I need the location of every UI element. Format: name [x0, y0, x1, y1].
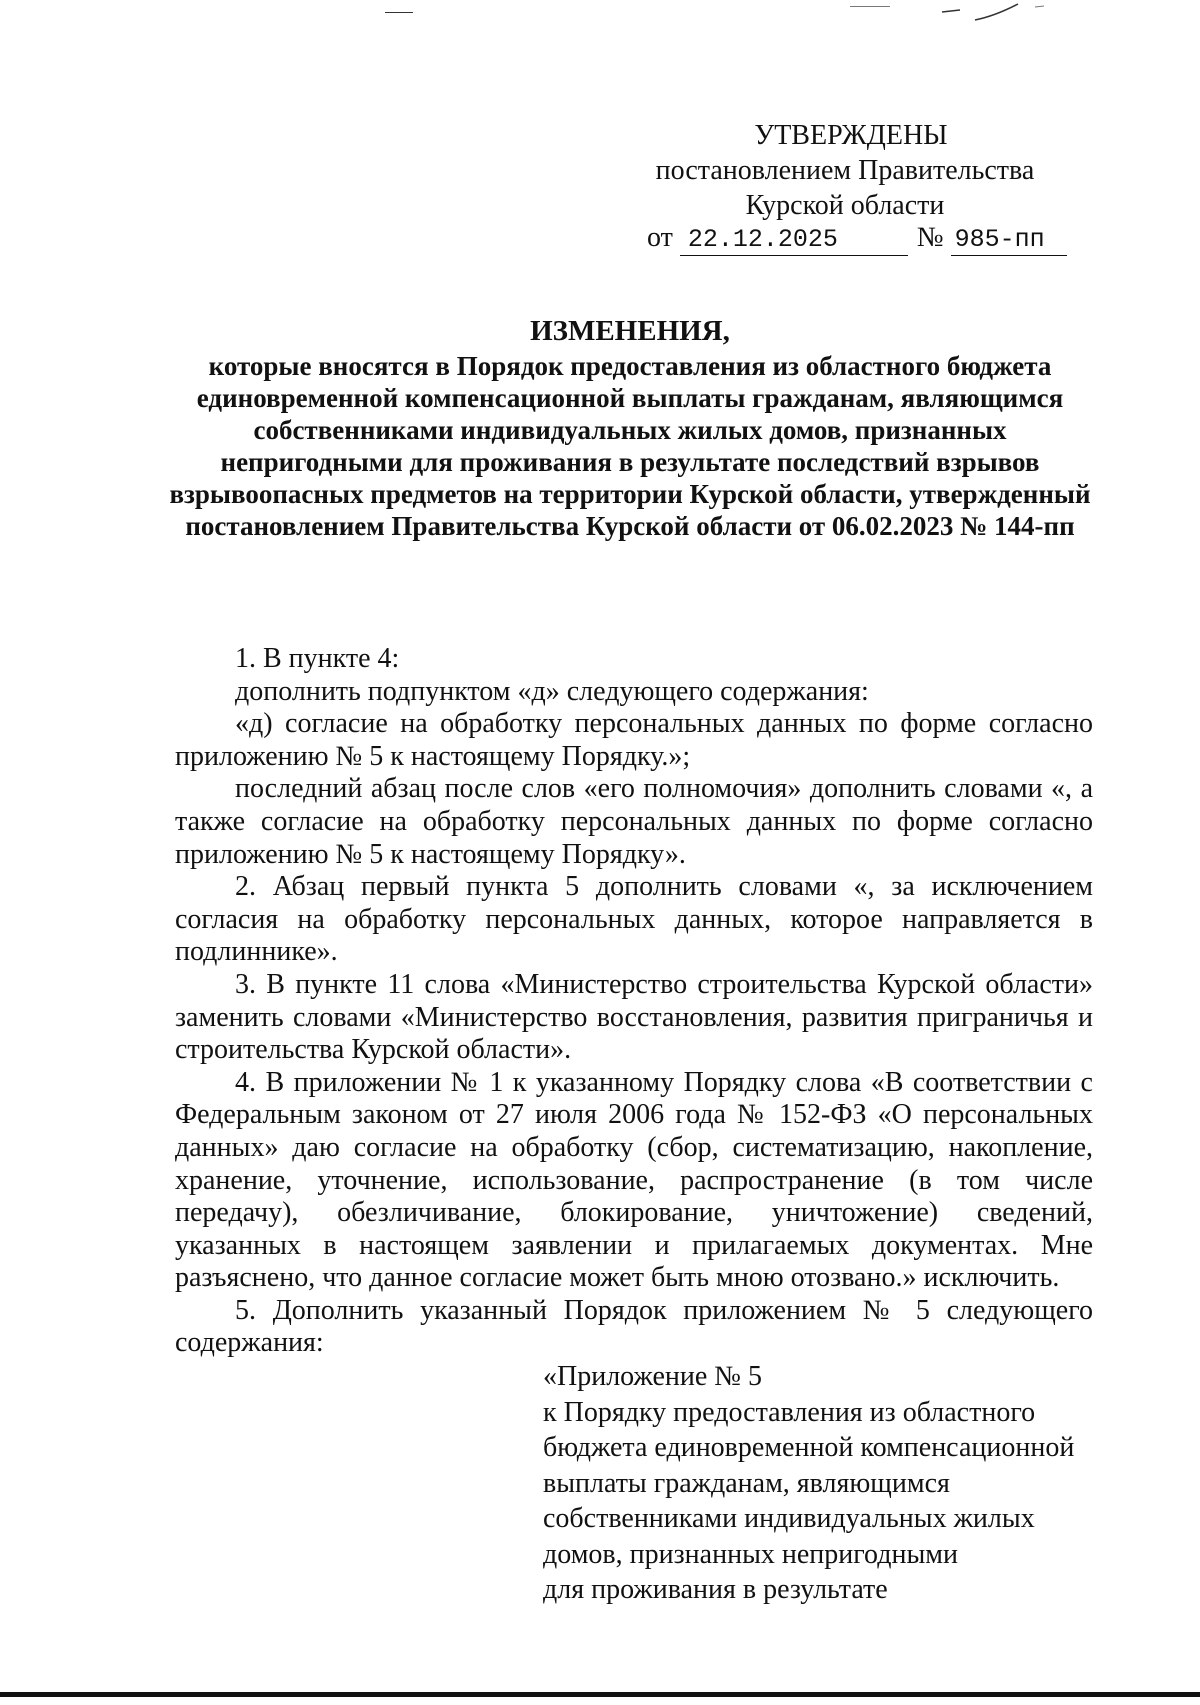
paragraph-5: 2. Абзац первый пункта 5 дополнить словами «, за исключением согласия на обработку персональных данных, которое направляется в подлиннике».	[175, 871, 1093, 968]
approval-block	[610, 118, 1080, 223]
document-heading	[160, 315, 1100, 542]
approval-line-1: постановлением Правительства	[655, 155, 1035, 186]
appendix-line: к Порядку предоставления из областного	[543, 1396, 1036, 1428]
appendix-line: выплаты гражданам, являющимся	[543, 1467, 950, 1499]
document-title: ИЗМЕНЕНИЯ,	[530, 315, 730, 347]
paragraph-8: 5. Дополнить указанный Порядок приложением № 5 следующего содержания:	[175, 1294, 1093, 1359]
appendix-header	[543, 1359, 1083, 1608]
appendix-title: «Приложение № 5	[543, 1361, 762, 1392]
appendix-line: бюджета единовременной компенсационной	[543, 1432, 1075, 1463]
paragraph-1: 1. В пункте 4:	[235, 643, 400, 674]
approval-date-line	[647, 220, 1067, 256]
approval-number: 985-пп	[951, 225, 1067, 256]
date-prefix: от	[647, 222, 673, 253]
appendix-line: домов, признанных непригодными	[543, 1538, 958, 1570]
document-subtitle: которые вносятся в Порядок предоставления из областного бюджета единовременной компенсационной выплаты гражданам, являющимся собственниками индивидуальных жилых домов, признанных непригодными для проживания в результате последствий взрывов взрывоопасных предметов на территории Курской области, утвержденный постановлением Правительства Курской области от 06.02.2023 № 144-пп	[169, 351, 1091, 541]
approval-date: 22.12.2025	[680, 225, 908, 256]
paragraph-4: последний абзац после слов «его полномочия» дополнить словами «, а также согласие на обработку персональных данных по форме согласно приложению № 5 к настоящему Порядку».	[175, 773, 1093, 870]
paragraph-6: 3. В пункте 11 слова «Министерство строительства Курской области» заменить словами «Министерство восстановления, развития приграничья и строительства Курской области».	[175, 968, 1093, 1066]
scan-artifact	[385, 12, 413, 13]
scan-squiggle	[940, 2, 1050, 26]
number-prefix: №	[916, 222, 944, 253]
approval-line-2: Курской области	[745, 190, 945, 221]
approval-title: УТВЕРЖДЕНЫ	[754, 120, 948, 151]
document-body	[175, 643, 1093, 1360]
scan-artifact	[850, 6, 890, 7]
paragraph-2: дополнить подпунктом «д» следующего содержания:	[235, 675, 869, 707]
appendix-line: собственниками индивидуальных жилых	[543, 1503, 1035, 1534]
paragraph-7: 4. В приложении № 1 к указанному Порядку слова «В соответствии с Федеральным законом от 27 июля 2006 года № 152-ФЗ «О персональных данных» даю согласие на обработку (сбор, систематизацию, накопление, хранение, уточнение, использование, распространение (в том числе передачу), обезличивание, блокирование, уничтожение) сведений, указанных в настоящем заявлении и прилагаемых документах. Мне разъяснено, что данное согласие может быть мною отозвано.» исключить.	[175, 1066, 1093, 1294]
paragraph-3: «д) согласие на обработку персональных данных по форме согласно приложению № 5 к настоящему Порядку.»;	[175, 708, 1093, 772]
appendix-line: для проживания в результате	[543, 1574, 888, 1605]
scan-bottom-edge	[0, 1692, 1200, 1697]
